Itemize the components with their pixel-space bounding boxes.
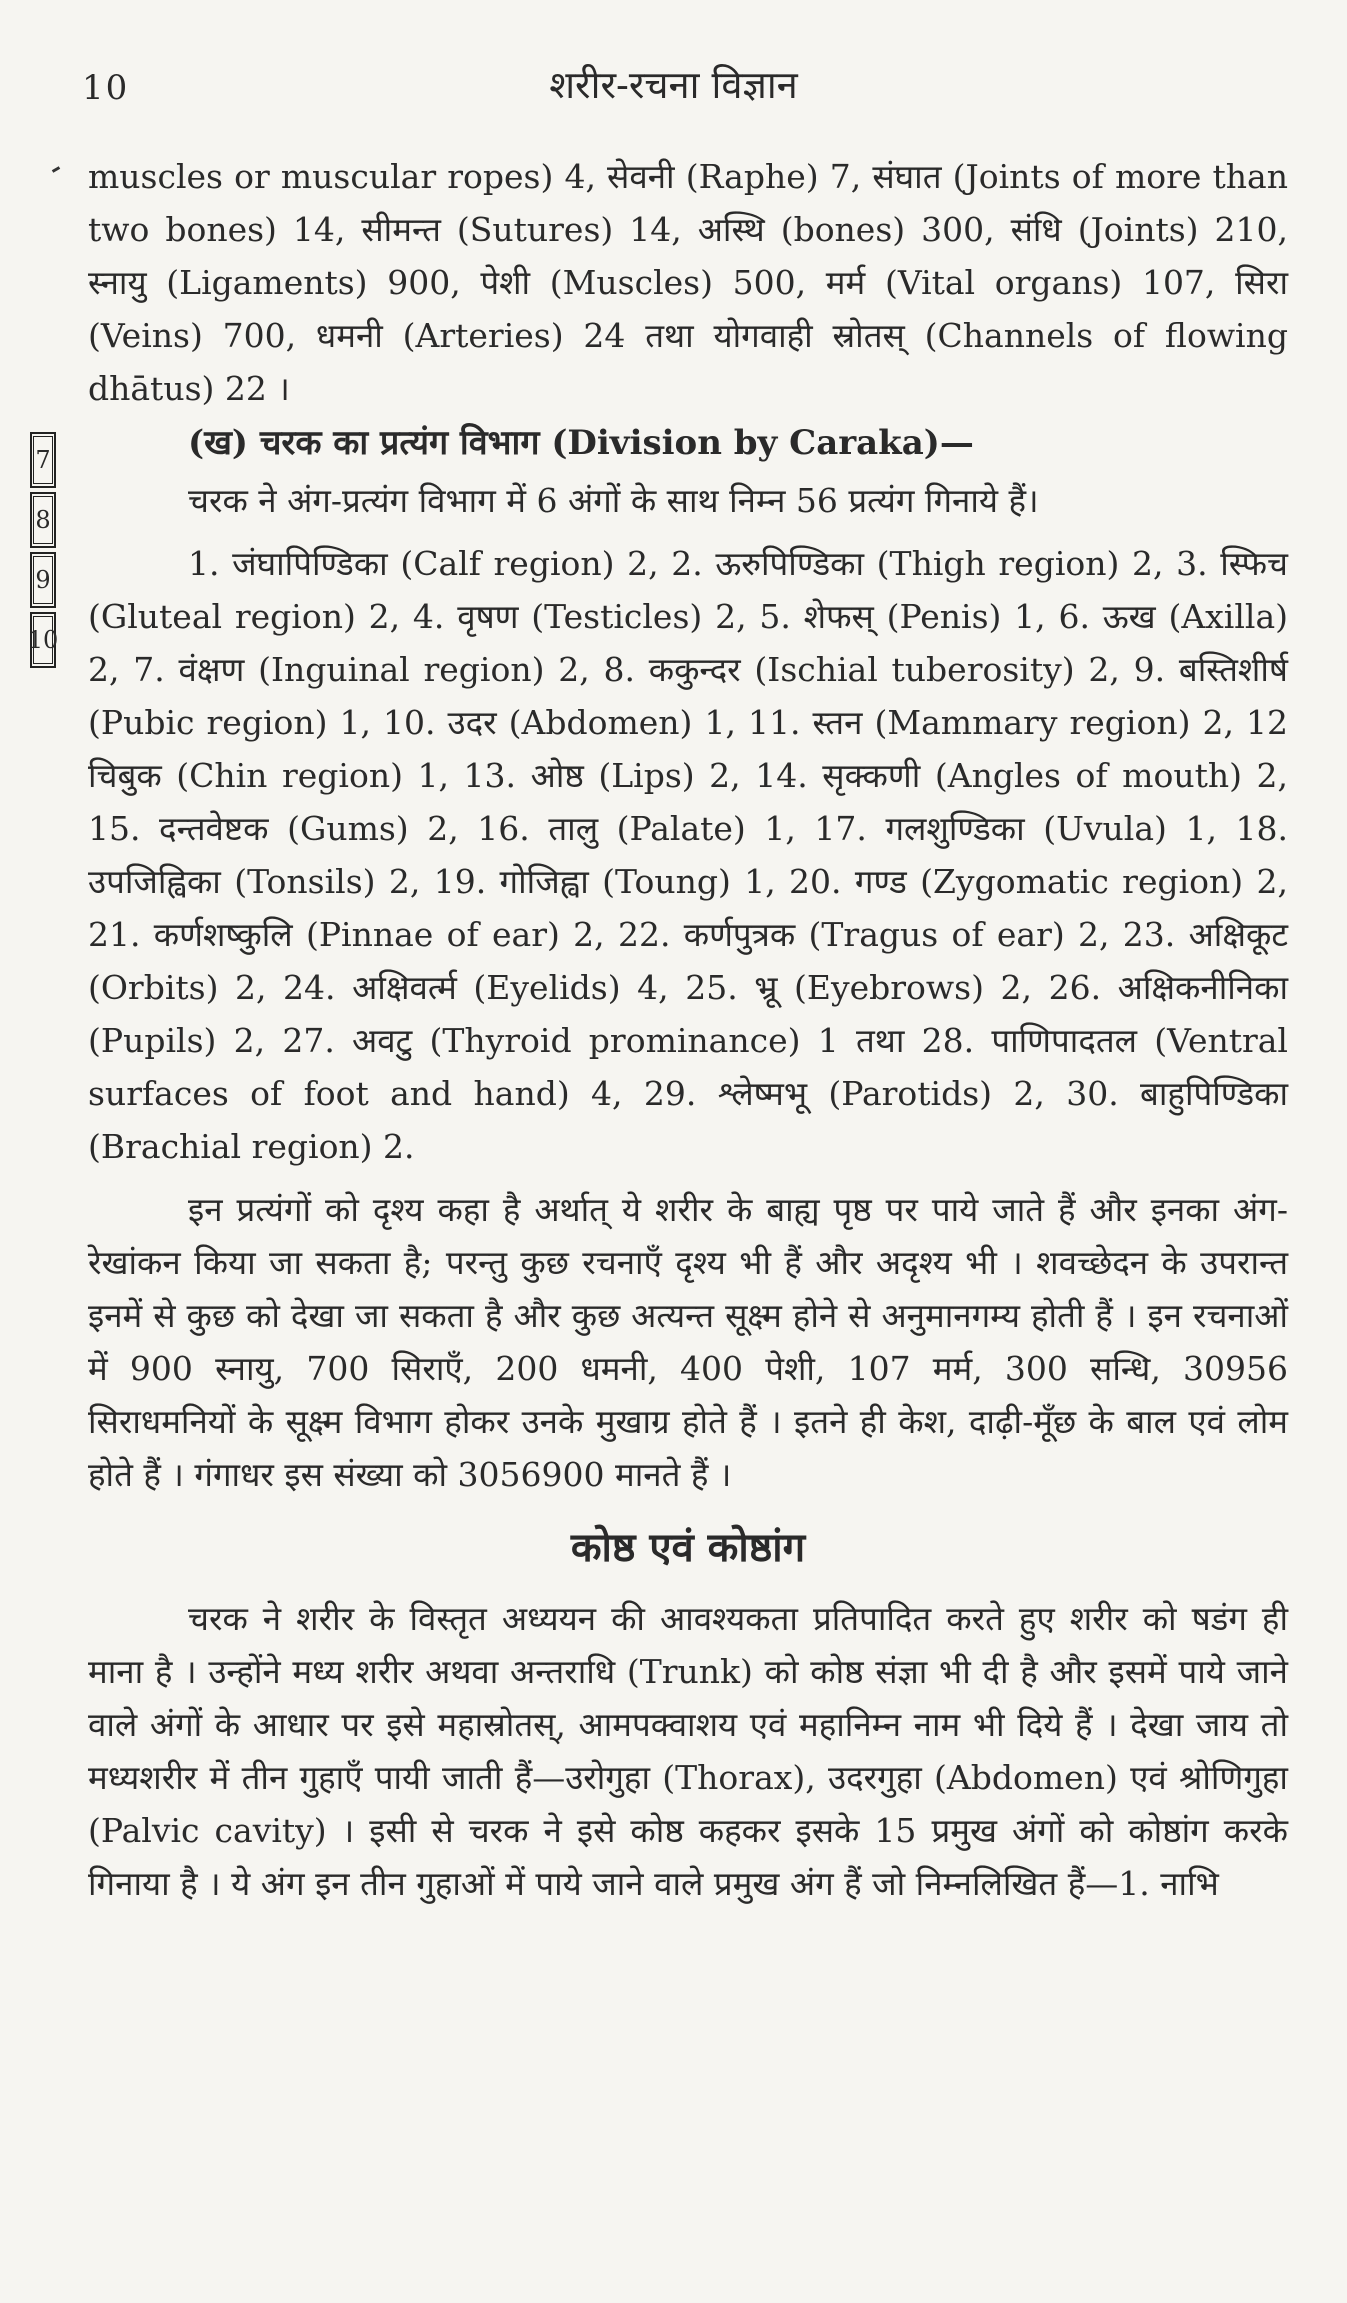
- koshtha-paragraph: चरक ने शरीर के विस्तृत अध्ययन की आवश्यकता प्रतिपादित करते हुए शरीर को षडंग ही माना है । उन्होंने मध्य शरीर अथवा अन्तराधि (Trunk) को कोष्ठ संज्ञा भी दी है और इसमें पाये जाने वाले अंगों के आधार पर इसे महास्रोतस्, आमपक्वाशय एवं महानिम्न नाम भी दिये हैं । देखा जाय तो मध्यशरीर में तीन गुहाएँ पायी जाती हैं—उरोगुहा (Thorax), उदरगुहा (Abdomen) एवं श्रोणिगुहा (Palvic cavity) । इसी से चरक ने इसे कोष्ठ कहकर इसके 15 प्रमुख अंगों को कोष्ठांग करके गिनाया है । ये अंग इन तीन गुहाओं में पाये जाने वाले प्रमुख अंग हैं जो निम्नलिखित हैं—1. नाभि: [88, 1599, 1288, 1903]
- running-title: शरीर-रचना विज्ञान: [549, 63, 798, 107]
- koshtha-section-heading: कोष्ठ एवं कोष्ठांग: [570, 1524, 806, 1571]
- margin-number-9: 9: [30, 552, 56, 608]
- margin-number-10: 10: [30, 612, 56, 668]
- margin-number-7: 7: [30, 432, 56, 488]
- pratyanga-list-paragraph: 1. जंघापिण्डिका (Calf region) 2, 2. ऊरुपिण्डिका (Thigh region) 2, 3. स्फिच (Gluteal region) 2, 4. वृषण (Testicles) 2, 5. शेफस् (Penis) 1, 6. ऊख (Axilla) 2, 7. वंक्षण (Inguinal region) 2, 8. ककुन्दर (Ischial tuberosity) 2, 9. बस्तिशीर्ष (Pubic region) 1, 10. उदर (Abdomen) 1, 11. स्तन (Mammary region) 2, 12 चिबुक (Chin region) 1, 13. ओष्ठ (Lips) 2, 14. सृक्कणी (Angles of mouth) 2, 15. दन्तवेष्टक (Gums) 2, 16. तालु (Palate) 1, 17. गलशुण्डिका (Uvula) 1, 18. उपजिह्विका (Tonsils) 2, 19. गोजिह्वा (Toung) 1, 20. गण्ड (Zygomatic region) 2, 21. कर्णशष्कुलि (Pinnae of ear) 2, 22. कर्णपुत्रक (Tragus of ear) 2, 23. अक्षिकूट (Orbits) 2, 24. अक्षिवर्त्म (Eyelids) 4, 25. भ्रू (Eyebrows) 2, 26. अक्षिकनीनिका (Pupils) 2, 27. अवटु (Thyroid prominance) 1 तथा 28. पाणिपादतल (Ventral surfaces of foot and hand) 4, 29. श्लेष्मभू (Parotids) 2, 30. बाहुपिण्डिका (Brachial region) 2.: [88, 544, 1288, 1166]
- caraka-division-subheading: (ख) चरक का प्रत्यंग विभाग (Division by Caraka)—: [188, 423, 974, 463]
- intro-paragraph: muscles or muscular ropes) 4, सेवनी (Raphe) 7, संघात (Joints of more than two bones) 14, सीमन्त (Sutures) 14, अस्थि (bones) 300, संधि (Joints) 210, स्नायु (Ligaments) 900, पेशी (Muscles) 500, मर्म (Vital organs) 107, सिरा (Veins) 700, धमनी (Arteries) 24 तथा योगवाही स्रोतस् (Channels of flowing dhātus) 22 ।: [88, 157, 1288, 408]
- visible-structures-paragraph: इन प्रत्यंगों को दृश्य कहा है अर्थात् ये शरीर के बाह्य पृष्ठ पर पाये जाते हैं और इनका अंग-रेखांकन किया जा सकता है; परन्तु कुछ रचनाएँ दृश्य भी हैं और अदृश्य भी । शवच्छेदन के उपरान्त इनमें से कुछ को देखा जा सकता है और कुछ अत्यन्त सूक्ष्म होने से अनुमानगम्य होती हैं । इन रचनाओं में 900 स्नायु, 700 सिराएँ, 200 धमनी, 400 पेशी, 107 मर्म, 300 सन्धि, 30956 सिराधमनियों के सूक्ष्म विभाग होकर उनके मुखाग्र होते हैं । इतने ही केश, दाढ़ी-मूँछ के बाल एवं लोम होते हैं । गंगाधर इस संख्या को 3056900 मानते हैं ।: [88, 1190, 1288, 1494]
- margin-number-8: 8: [30, 492, 56, 548]
- margin-tick: [52, 166, 60, 173]
- page-number: 10: [82, 68, 130, 108]
- caraka-intro-paragraph: चरक ने अंग-प्रत्यंग विभाग में 6 अंगों के साथ निम्न 56 प्रत्यंग गिनाये हैं।: [188, 481, 1039, 520]
- page-content: [88, 150, 1288, 1910]
